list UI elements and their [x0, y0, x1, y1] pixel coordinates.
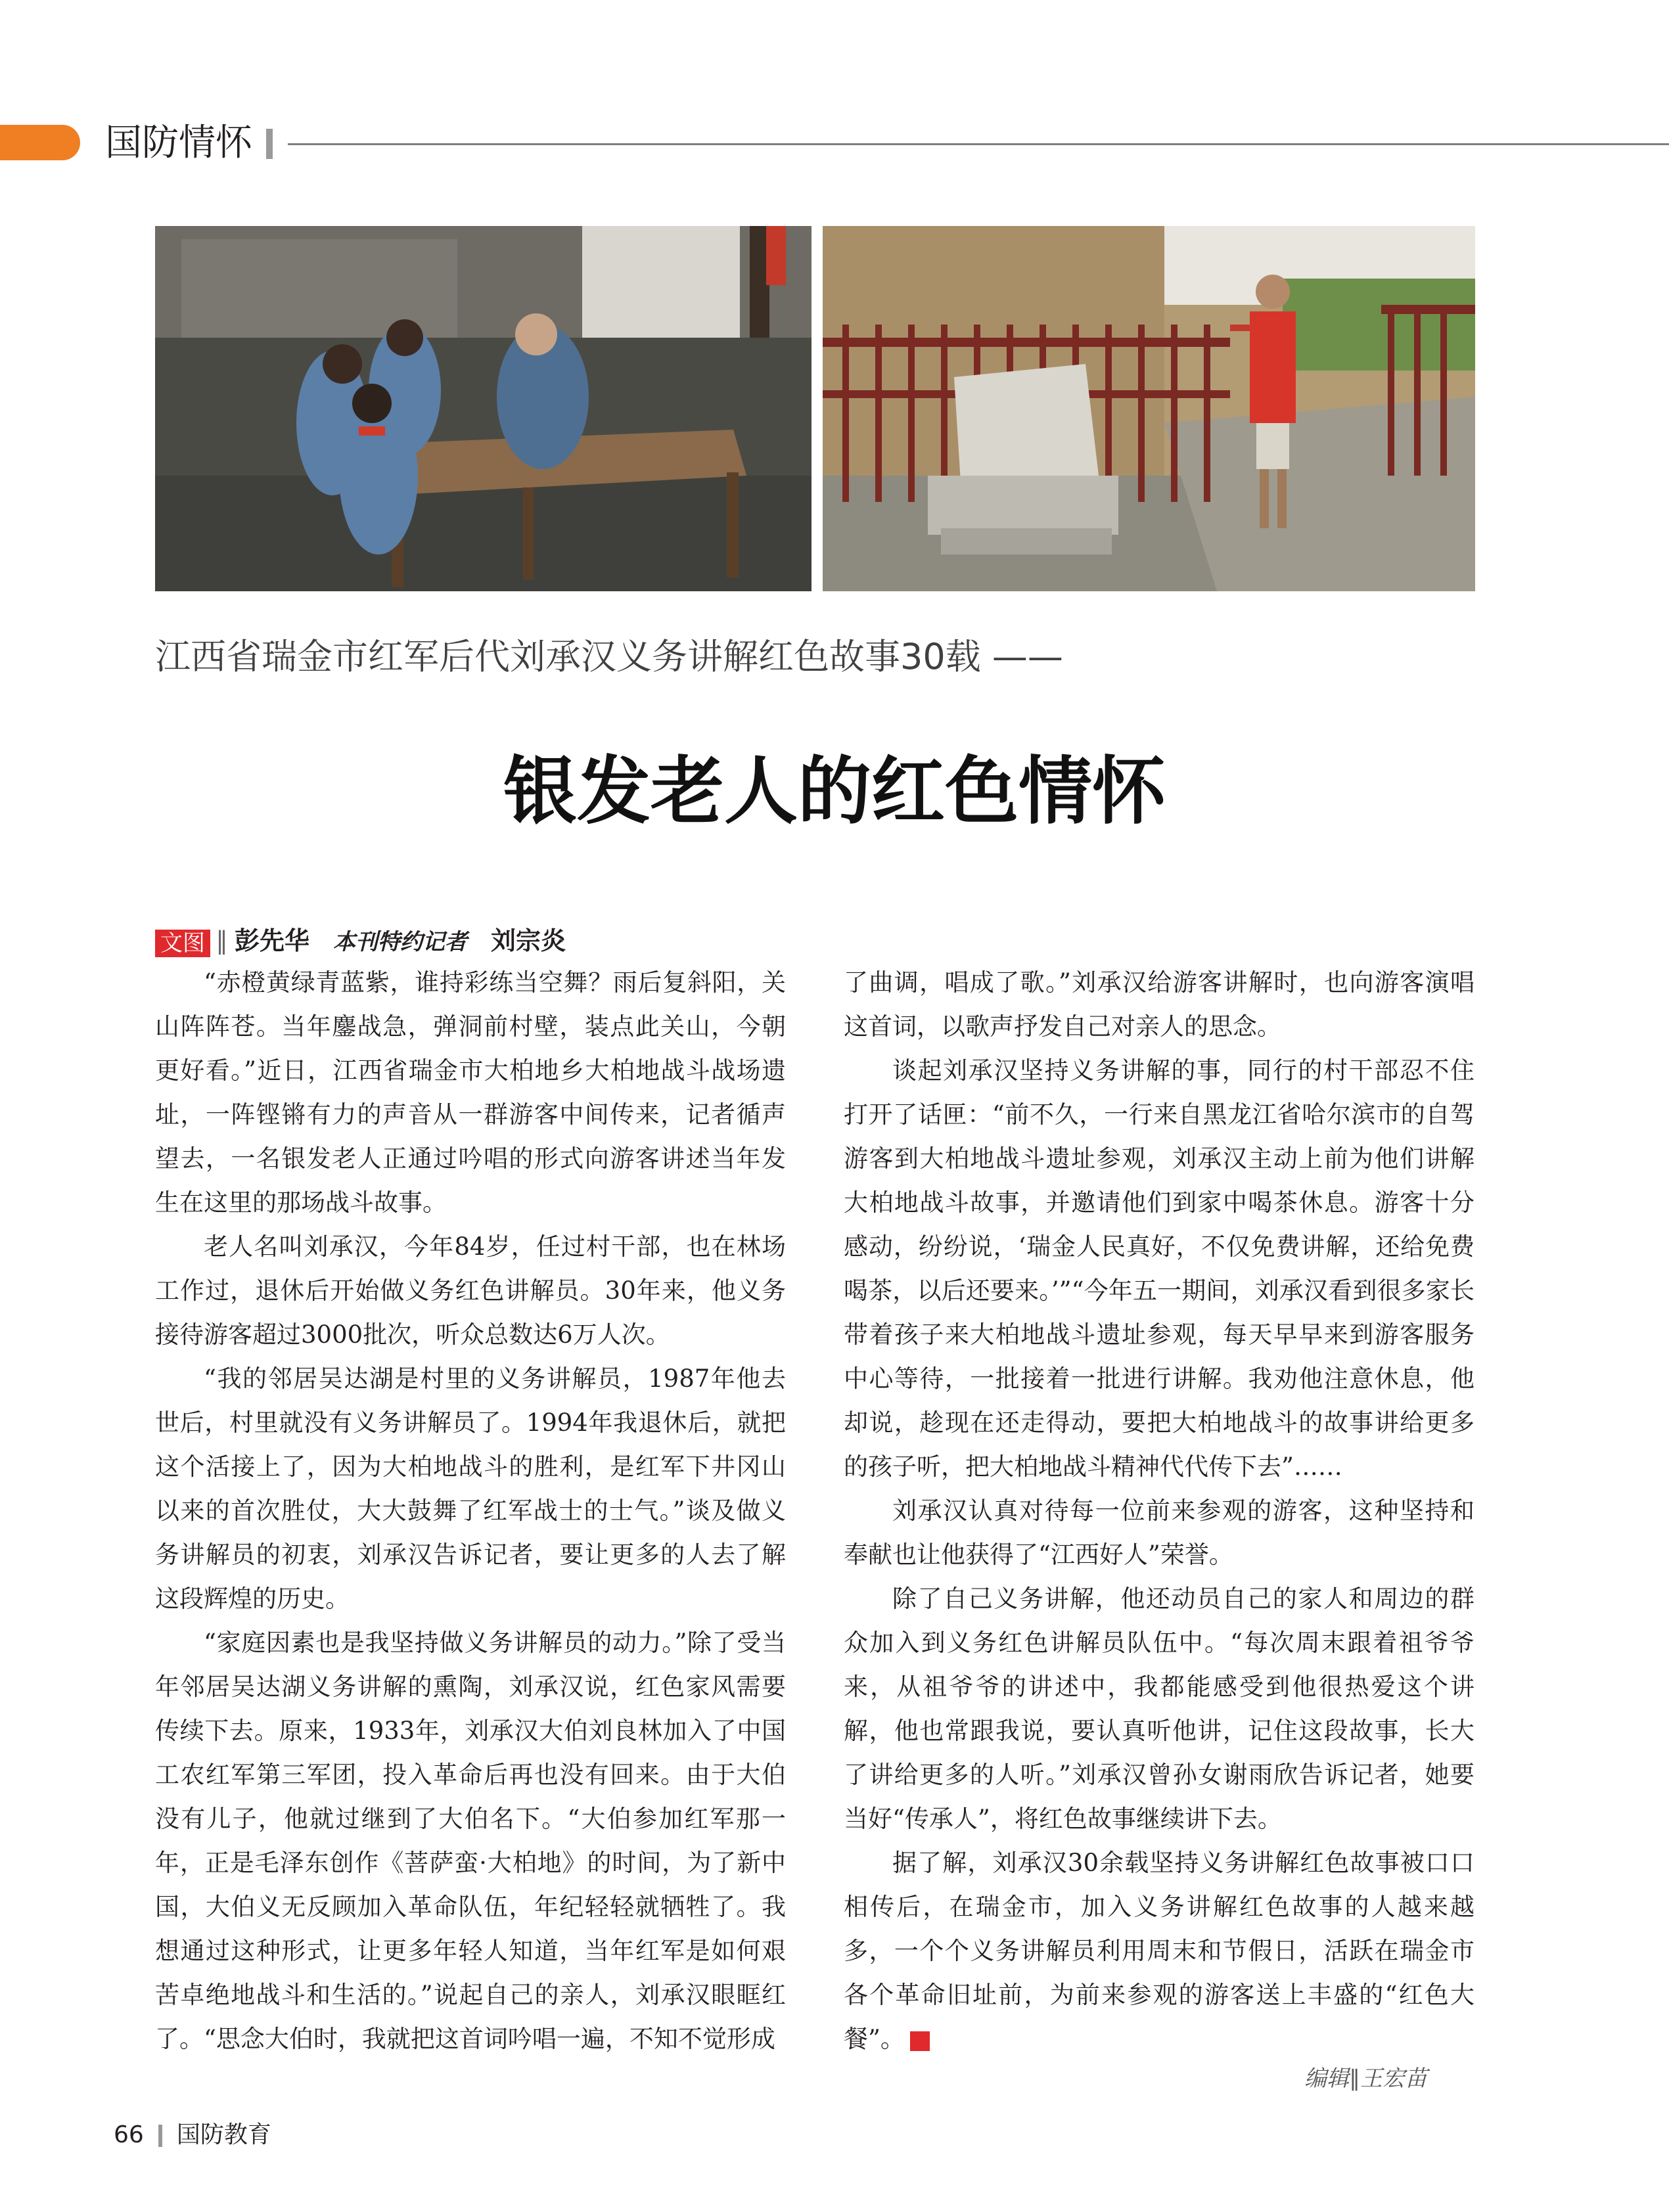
magazine-name: 国防教育: [176, 2121, 271, 2148]
body-paragraph: 刘承汉认真对待每一位前来参观的游客，这种坚持和奉献也让他获得了“江西好人”荣誉。: [844, 1497, 1475, 1569]
section-title: 国防情怀: [105, 122, 252, 164]
byline-role: 本刊特约记者: [333, 929, 468, 955]
body-column-left: [155, 960, 786, 2061]
body-paragraph: “家庭因素也是我坚持做义务讲解员的动力。”除了受当年邻居吴达湖义务讲解的熏陶，刘承汉说，红色家风需要传续下去。原来，1933年，刘承汉大伯刘良林加入了中国工农红军第三军团，投入革命后再也没有回来。由于大伯没有儿子，他就过继到了大伯名下。“大伯参加红军那一年，正是毛泽东创作《菩萨蛮·大柏地》的时间，为了新中国，大伯义无反顾加入革命队伍，年纪轻轻就牺牲了。我想通过这种形式，让更多年轻人知道，当年红军是如何艰苦卓绝地战斗和生活的。”说起自己的亲人，刘承汉眼眶红了。“思念大伯时，我就把这首词吟唱一遍，不知不觉形成: [155, 1629, 786, 2053]
end-mark-icon: G: [910, 2031, 930, 2051]
editor-credit: 编辑∥王宏苗: [1304, 2065, 1427, 2092]
article-subtitle: 江西省瑞金市红军后代刘承汉义务讲解红色故事30载 ——: [155, 636, 1063, 677]
body-paragraph-last: [844, 1841, 1475, 2061]
body-paragraph-continued: 了曲调，唱成了歌。”刘承汉给游客讲解时，也向游客演唱这首词，以歌声抒发自己对亲人的思念。: [844, 968, 1475, 1041]
footer-divider: [158, 2125, 162, 2147]
body-paragraph: “我的邻居吴达湖是村里的义务讲解员，1987年他去世后，村里就没有义务讲解员了。1994年我退休后，就把这个活接上了，因为大柏地战斗的胜利，是红军下井冈山以来的首次胜仗，大大鼓舞了红军战士的士气。”谈及做义务讲解员的初衷，刘承汉告诉记者，要让更多的人去了解这段辉煌的历史。: [155, 1365, 786, 1613]
byline-author-1: 彭先华: [235, 926, 310, 955]
photo-storytelling-at-table: [155, 226, 812, 591]
body-column-right: [844, 960, 1475, 2061]
body-paragraph: 谈起刘承汉坚持义务讲解的事，同行的村干部忍不住打开了话匣：“前不久，一行来自黑龙江省哈尔滨市的自驾游客到大柏地战斗遗址参观，刘承汉主动上前为他们讲解大柏地战斗故事，并邀请他们到家中喝茶休息。游客十分感动，纷纷说，‘瑞金人民真好，不仅免费讲解，还给免费喝茶，以后还要来。’”“今年五一期间，刘承汉看到很多家长带着孩子来大柏地战斗遗址参观，每天早早来到游客服务中心等待，一批接着一批进行讲解。我劝他注意休息，他却说，趁现在还走得动，要把大柏地战斗的故事讲给更多的孩子听，把大柏地战斗精神代代传下去”……: [844, 1056, 1475, 1481]
article-title: 银发老人的红色情怀: [503, 749, 1166, 834]
section-divider-bar: [266, 129, 273, 159]
byline-author-2: 刘宗炎: [491, 926, 566, 955]
page-footer: [114, 2115, 271, 2155]
body-paragraph: 老人名叫刘承汉，今年84岁，任过村干部，也在林场工作过，退休后开始做义务红色讲解员。30年来，他义务接待游客超过3000批次，听众总数达6万人次。: [155, 1232, 786, 1349]
byline-tag: 文图: [155, 930, 210, 957]
body-paragraph: 除了自己义务讲解，他还动员自己的家人和周边的群众加入到义务红色讲解员队伍中。“每次周末跟着祖爷爷来，从祖爷爷的讲述中，我都能感受到他很热爱这个讲解，他也常跟我说，要认真听他讲，记住这段故事，长大了讲给更多的人听。”刘承汉曾孙女谢雨欣告诉记者，她要当好“传承人”，将红色故事继续讲下去。: [844, 1585, 1475, 1833]
body-paragraph: “赤橙黄绿青蓝紫，谁持彩练当空舞？雨后复斜阳，关山阵阵苍。当年鏖战急，弹洞前村壁，装点此关山，今朝更好看。”近日，江西省瑞金市大柏地乡大柏地战斗战场遗址，一阵铿锵有力的声音从一群游客中间传来，记者循声望去，一名银发老人正通过吟唱的形式向游客讲述当年发生在这里的那场战斗故事。: [155, 968, 786, 1217]
byline-separator: ∥: [216, 926, 228, 955]
last-paragraph-text: 据了解，刘承汉30余载坚持义务讲解红色故事被口口相传后，在瑞金市，加入义务讲解红色故事的人越来越多，一个个义务讲解员利用周末和节假日，活跃在瑞金市各个革命旧址前，为前来参观的游客送上丰盛的“红色大餐”。: [844, 1849, 1475, 2053]
section-color-tab: [0, 125, 80, 160]
page-number: 66: [114, 2121, 144, 2148]
byline: [155, 925, 566, 957]
header-rule: [288, 143, 1669, 145]
photo-guide-at-memorial-stone: [823, 226, 1475, 591]
